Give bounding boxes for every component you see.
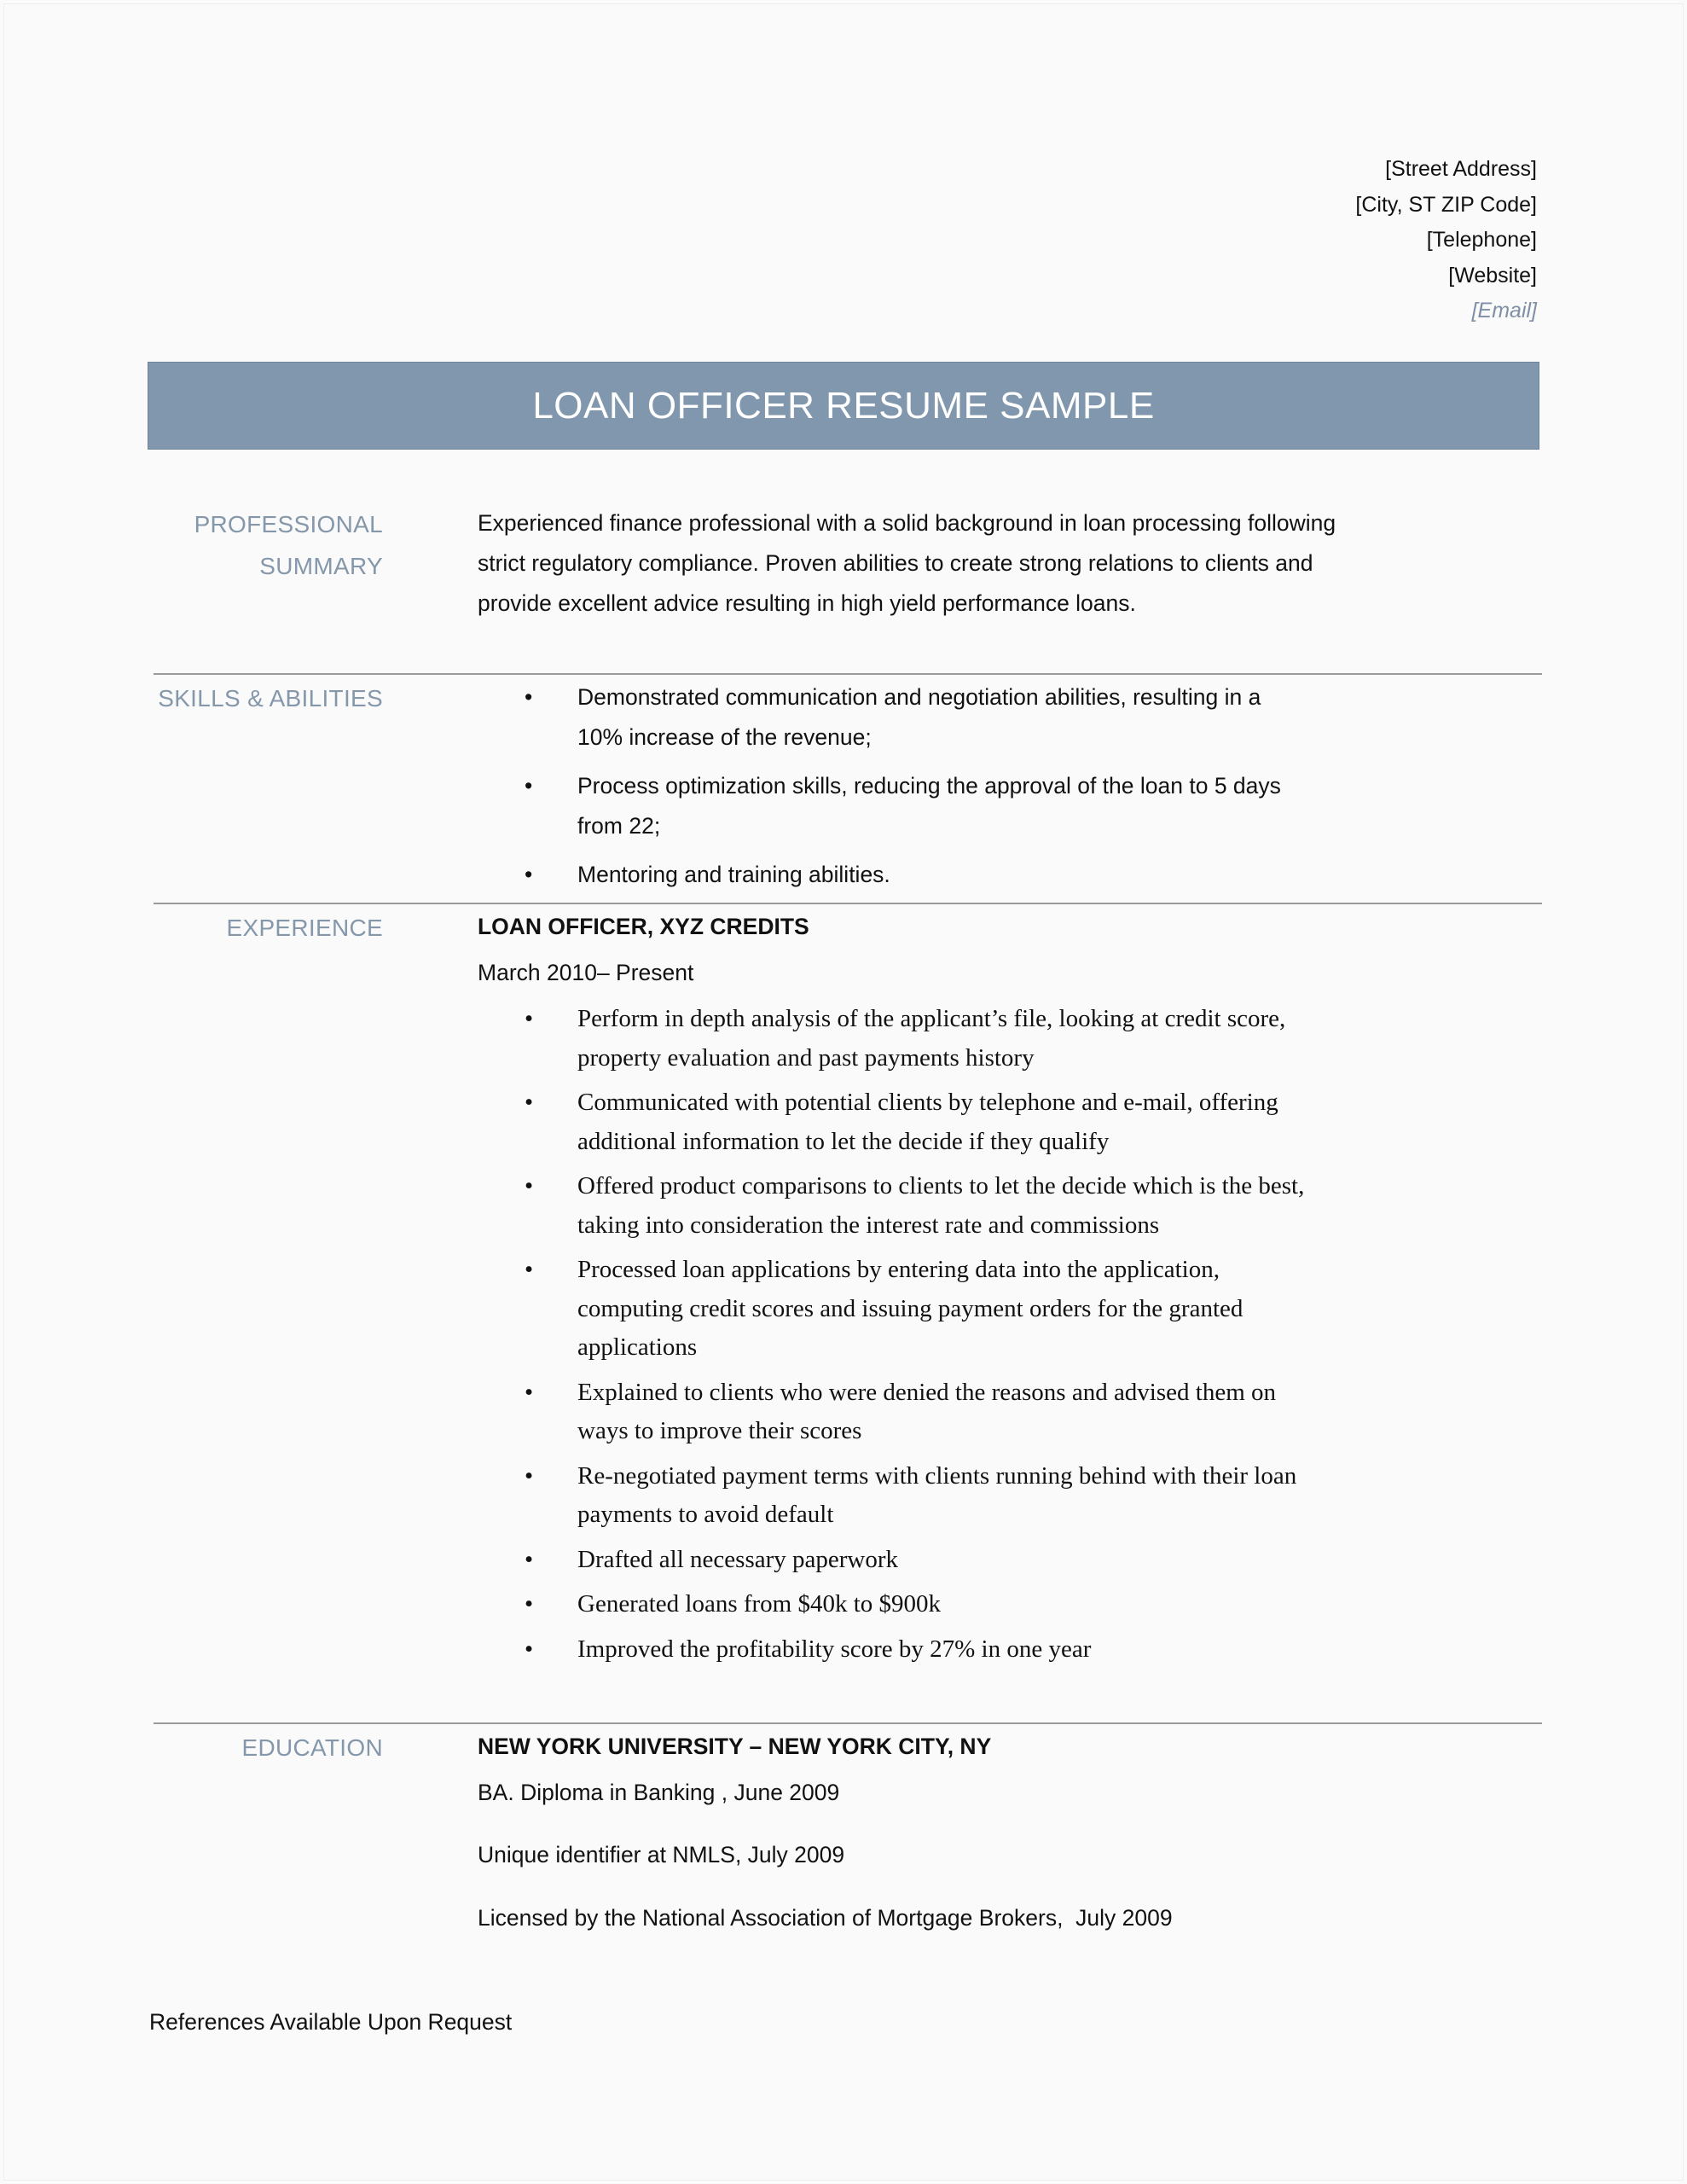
contact-block (1355, 152, 1537, 329)
summary-label-line-2: SUMMARY (259, 553, 383, 579)
experience-item (525, 1541, 1313, 1580)
education-line: BA. Diploma in Banking , June 2009 (478, 1780, 840, 1805)
section-label-education: EDUCATION (241, 1734, 383, 1761)
skill-item (525, 855, 1309, 895)
experience-item (525, 1585, 1313, 1624)
references-note: References Available Upon Request (149, 2009, 513, 2035)
school-name: NEW YORK UNIVERSITY – NEW YORK CITY, NY (478, 1734, 992, 1759)
experience-item (525, 1167, 1313, 1245)
job-title: LOAN OFFICER, XYZ CREDITS (478, 914, 809, 939)
experience-item (525, 1457, 1313, 1535)
street-address: [Street Address] (1385, 157, 1537, 181)
bullet-icon: • (525, 684, 533, 710)
bullet-icon: • (525, 1378, 534, 1406)
bullet-icon: • (525, 862, 533, 887)
website: [Website] (1448, 263, 1537, 288)
skill-text: Process optimization skills, reducing the approval of the loan to 5 days from 22; (577, 773, 1281, 839)
job-dates: March 2010– Present (478, 960, 694, 985)
experience-item (525, 1374, 1313, 1451)
skill-text: Demonstrated communication and negotiation abilities, resulting in a 10% increase of the revenue; (577, 684, 1261, 750)
bullet-icon: • (525, 1256, 534, 1283)
section-label-skills: SKILLS & ABILITIES (158, 685, 383, 712)
experience-text: Drafted all necessary paperwork (577, 1545, 899, 1573)
experience-text: Perform in depth analysis of the applicant’s file, looking at credit score, property evaluation and past payments history (577, 1005, 1286, 1072)
experience-text: Processed loan applications by entering data into the application, computing credit scores and issuing payment orders for the granted applications (577, 1256, 1244, 1361)
city-state-zip: [City, ST ZIP Code] (1355, 192, 1537, 217)
experience-item (525, 1000, 1313, 1077)
summary-text: Experienced finance professional with a solid background in loan processing following strict regulatory compliance. Proven abilities to create strong relations to clients and provide excellent advice resulting in high yield performance loans. (478, 510, 1336, 616)
bullet-icon: • (525, 1089, 534, 1116)
experience-text: Improved the profitability score by 27% in one year (577, 1635, 1092, 1663)
experience-text: Re-negotiated payment terms with clients running behind with their loan payments to avoid default (577, 1461, 1297, 1528)
bullet-icon: • (525, 1545, 534, 1573)
section-label-summary (194, 503, 383, 587)
divider (154, 903, 1542, 904)
resume-title: LOAN OFFICER RESUME SAMPLE (532, 384, 1155, 427)
experience-text: Offered product comparisons to clients to let the decide which is the best, taking into consideration the interest rate and commissions (577, 1172, 1305, 1239)
experience-text: Communicated with potential clients by telephone and e-mail, offering additional information to let the decide if they qualify (577, 1089, 1278, 1155)
title-banner (148, 362, 1539, 450)
skill-item (525, 766, 1309, 846)
bullet-icon: • (525, 1590, 534, 1618)
bullet-icon: • (525, 1461, 534, 1490)
divider (154, 673, 1542, 675)
skills-list (525, 677, 1309, 903)
experience-text: Generated loans from $40k to $900k (577, 1590, 942, 1618)
experience-text: Explained to clients who were denied the reasons and advised them on ways to improve their scores (577, 1378, 1277, 1444)
bullet-icon: • (525, 1172, 534, 1199)
experience-item (525, 1083, 1313, 1161)
skill-item (525, 677, 1309, 758)
bullet-icon: • (525, 773, 533, 799)
experience-item (525, 1630, 1313, 1670)
email: [Email] (1471, 299, 1537, 322)
skill-text: Mentoring and training abilities. (577, 862, 890, 887)
bullet-icon: • (525, 1635, 534, 1663)
section-label-experience: EXPERIENCE (226, 915, 383, 941)
telephone: [Telephone] (1426, 228, 1537, 252)
summary-label-line-1: PROFESSIONAL (194, 511, 383, 537)
divider (154, 1722, 1542, 1724)
experience-item (525, 1251, 1313, 1368)
bullet-icon: • (525, 1005, 534, 1032)
experience-list (525, 1000, 1313, 1675)
education-line: Licensed by the National Association of Mortgage Brokers, July 2009 (478, 1905, 1173, 1931)
education-line: Unique identifier at NMLS, July 2009 (478, 1842, 845, 1867)
